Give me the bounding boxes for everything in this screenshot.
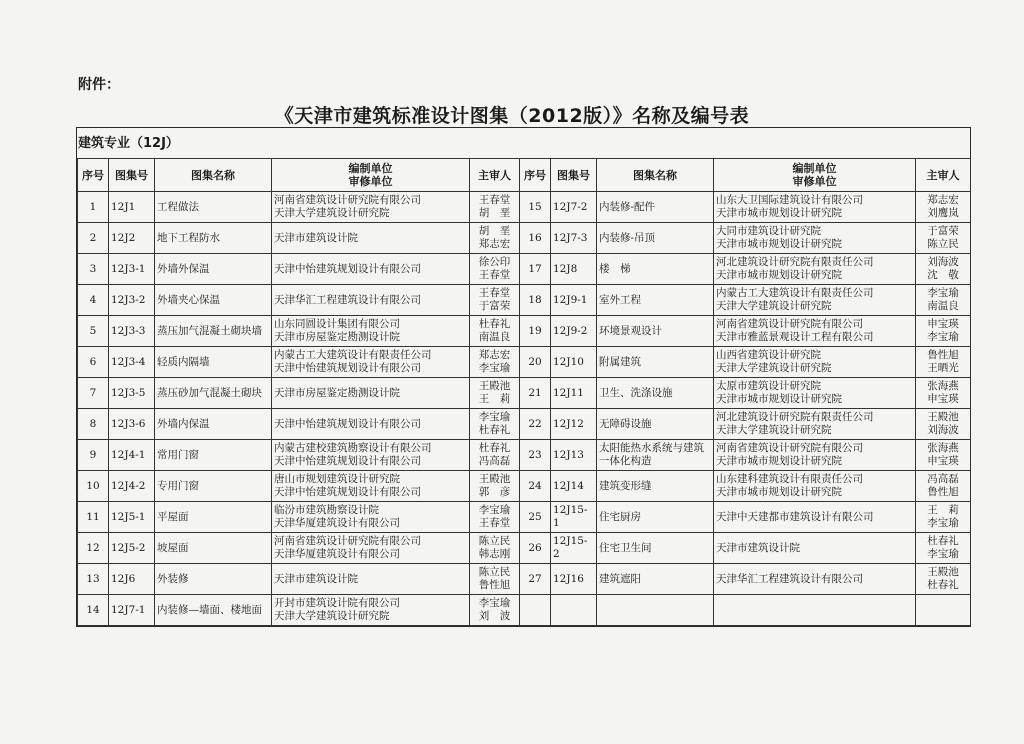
compiling-units <box>272 316 470 347</box>
atlas-code: 12J3-3 <box>109 316 155 347</box>
unit-name: 天津市房屋鉴定勘测设计院 <box>274 386 400 399</box>
reviewer-name: 刘海波 <box>927 424 959 436</box>
reviewer-name: 李宝瑜 <box>478 597 511 609</box>
table-row <box>78 347 971 378</box>
row-number: 17 <box>520 254 551 285</box>
compiling-units <box>714 192 916 223</box>
reviewer-name: 郑志宏 <box>478 238 511 250</box>
chief-reviewers <box>470 347 520 378</box>
atlas-name: 建筑变形缝 <box>597 471 714 502</box>
unit-name: 山西省建筑设计研究院 <box>716 349 821 361</box>
reviewer-name: 沈 敬 <box>927 269 959 281</box>
compiling-units <box>272 347 470 378</box>
header-unit-line2: 审修单位 <box>348 175 393 188</box>
header-no-right: 序号 <box>520 159 551 192</box>
atlas-name: 建筑遮阳 <box>597 564 714 595</box>
unit-name: 唐山市规划建筑设计研究院 <box>274 473 400 485</box>
atlas-code: 12J1 <box>109 192 155 223</box>
atlas-name: 环境景观设计 <box>597 316 714 347</box>
row-number: 10 <box>78 471 109 502</box>
chief-reviewers <box>916 409 971 440</box>
unit-name: 天津中怡建筑规划设计有限公司 <box>274 455 421 467</box>
header-reviewer: 主审人 <box>470 159 520 192</box>
atlas-name: 外装修 <box>155 564 272 595</box>
atlas-code: 12J14 <box>551 471 597 502</box>
reviewer-name: 张海燕 <box>927 442 959 454</box>
compiling-units <box>272 595 470 626</box>
reviewer-name: 王 莉 <box>478 393 511 405</box>
atlas-name: 室外工程 <box>597 285 714 316</box>
compiling-units <box>272 533 470 564</box>
compiling-units <box>714 378 916 409</box>
atlas-code: 12J8 <box>551 254 597 285</box>
reviewer-name: 王春堂 <box>478 269 511 281</box>
reviewer-name: 郑志宏 <box>478 349 511 361</box>
row-number: 8 <box>78 409 109 440</box>
unit-name: 河南省建筑设计研究院有限公司 <box>716 318 863 330</box>
atlas-code: 12J2 <box>109 223 155 254</box>
atlas-code: 12J3-2 <box>109 285 155 316</box>
compiling-units <box>714 223 916 254</box>
unit-name: 内蒙古工大建筑设计有限责任公司 <box>274 349 432 361</box>
compiling-units <box>714 316 916 347</box>
chief-reviewers <box>470 192 520 223</box>
atlas-code: 12J3-6 <box>109 409 155 440</box>
atlas-name: 平屋面 <box>155 502 272 533</box>
unit-name: 天津市城市规划设计研究院 <box>716 207 842 219</box>
compiling-units <box>272 409 470 440</box>
unit-name: 天津市城市规划设计研究院 <box>716 455 842 467</box>
unit-name: 天津大学建筑设计研究院 <box>716 424 832 436</box>
reviewer-name: 胡 垩 <box>478 207 511 219</box>
row-number: 26 <box>520 533 551 564</box>
reviewer-name: 于富荣 <box>478 300 511 312</box>
chief-reviewers <box>916 533 971 564</box>
compiling-units <box>714 254 916 285</box>
atlas-code: 12J9-1 <box>551 285 597 316</box>
reviewer-name: 申宝瑛 <box>927 318 959 330</box>
table-row <box>78 502 971 533</box>
reviewer-name: 王殿池 <box>478 473 511 485</box>
reviewer-name: 李宝瑜 <box>927 548 959 560</box>
atlas-code: 12J3-1 <box>109 254 155 285</box>
unit-name: 天津市城市规划设计研究院 <box>716 486 842 498</box>
table-row <box>78 409 971 440</box>
atlas-name: 外墙夹心保温 <box>155 285 272 316</box>
chief-reviewers <box>470 223 520 254</box>
unit-name: 天津大学建筑设计研究院 <box>716 300 832 312</box>
unit-name: 河南省建筑设计研究院有限公司 <box>274 194 421 206</box>
atlas-code: 12J3-5 <box>109 378 155 409</box>
table-row <box>78 223 971 254</box>
reviewer-name: 李宝瑜 <box>927 331 959 343</box>
row-number: 14 <box>78 595 109 626</box>
header-no: 序号 <box>78 159 109 192</box>
document-title: 《天津市建筑标准设计图集（2012版）》名称及编号表 <box>274 105 750 127</box>
reviewer-name: 申宝瑛 <box>927 455 959 467</box>
unit-name: 天津中怡建筑规划设计有限公司 <box>274 486 421 498</box>
atlas-code: 12J11 <box>551 378 597 409</box>
unit-name: 内蒙古建校建筑勘察设计有限公司 <box>274 442 432 454</box>
reviewer-name: 刘海波 <box>927 256 959 268</box>
header-name: 图集名称 <box>155 159 272 192</box>
compiling-units <box>272 192 470 223</box>
unit-name: 天津华厦建筑设计有限公司 <box>274 517 400 529</box>
compiling-units <box>714 564 916 595</box>
row-number: 19 <box>520 316 551 347</box>
atlas-name: 工程做法 <box>155 192 272 223</box>
unit-name: 临汾市建筑勘察设计院 <box>274 504 379 516</box>
unit-name: 天津市城市规划设计研究院 <box>716 393 842 405</box>
compiling-units <box>714 347 916 378</box>
atlas-name: 太阳能热水系统与建筑一体化构造 <box>597 440 714 471</box>
atlas-code: 12J9-2 <box>551 316 597 347</box>
atlas-name: 坡屋面 <box>155 533 272 564</box>
unit-name: 天津中怡建筑规划设计有限公司 <box>274 417 421 430</box>
atlas-name: 楼 梯 <box>597 254 714 285</box>
compiling-units <box>272 378 470 409</box>
reviewer-name: 王春堂 <box>478 194 511 206</box>
reviewer-name: 王晒光 <box>927 362 959 374</box>
row-number: 1 <box>78 192 109 223</box>
unit-name: 天津大学建筑设计研究院 <box>716 362 832 374</box>
row-number: 15 <box>520 192 551 223</box>
reviewer-name: 鲁性旭 <box>927 349 959 361</box>
chief-reviewers <box>470 502 520 533</box>
reviewer-name: 陈立民 <box>478 535 511 547</box>
atlas-code: 12J15-2 <box>551 533 597 564</box>
chief-reviewers <box>470 316 520 347</box>
section-heading: 建筑专业（12J） <box>78 136 179 151</box>
reviewer-name: 杜春礼 <box>927 535 959 547</box>
atlas-code: 12J13 <box>551 440 597 471</box>
reviewer-name: 南温良 <box>478 331 511 343</box>
table-row <box>78 533 971 564</box>
row-number: 22 <box>520 409 551 440</box>
reviewer-name: 鲁性旭 <box>927 486 959 498</box>
compiling-units <box>714 533 916 564</box>
header-unit-line1: 编制单位 <box>348 162 393 175</box>
unit-name: 天津市建筑设计院 <box>274 231 358 244</box>
row-number: 7 <box>78 378 109 409</box>
row-number: 23 <box>520 440 551 471</box>
atlas-code: 12J7-2 <box>551 192 597 223</box>
chief-reviewers <box>916 223 971 254</box>
atlas-name: 附属建筑 <box>597 347 714 378</box>
atlas-code: 12J7-1 <box>109 595 155 626</box>
unit-name: 天津中怡建筑规划设计有限公司 <box>274 262 421 275</box>
row-number: 13 <box>78 564 109 595</box>
unit-name: 山东同圆设计集团有限公司 <box>274 318 400 330</box>
reviewer-name: 徐公印 <box>478 256 511 268</box>
row-number: 24 <box>520 471 551 502</box>
compiling-units <box>714 595 916 626</box>
row-number: 5 <box>78 316 109 347</box>
reviewer-name: 王殿池 <box>927 411 959 423</box>
reviewer-name: 王春堂 <box>478 517 511 529</box>
attachment-label: 附件： <box>78 77 120 93</box>
reviewer-name: 于富荣 <box>927 225 959 237</box>
header-unit-line2-right: 审修单位 <box>792 175 837 188</box>
row-number: 20 <box>520 347 551 378</box>
atlas-name: 轻质内隔墙 <box>155 347 272 378</box>
reviewer-name: 陈立民 <box>927 238 959 250</box>
table-row <box>78 440 971 471</box>
compiling-units <box>272 254 470 285</box>
reviewer-name: 王殿池 <box>478 380 511 392</box>
atlas-code: 12J5-1 <box>109 502 155 533</box>
row-number: 18 <box>520 285 551 316</box>
table-header-row <box>78 159 971 192</box>
compiling-units <box>272 502 470 533</box>
reviewer-name: 冯高磊 <box>927 473 959 485</box>
unit-name: 开封市建筑设计院有限公司 <box>274 597 400 609</box>
unit-name: 天津中怡建筑规划设计有限公司 <box>274 362 421 374</box>
chief-reviewers <box>470 595 520 626</box>
row-number: 9 <box>78 440 109 471</box>
atlas-name: 住宅卫生间 <box>597 533 714 564</box>
header-name-right: 图集名称 <box>597 159 714 192</box>
unit-name: 河南省建筑设计研究院有限公司 <box>716 442 863 454</box>
chief-reviewers <box>470 471 520 502</box>
chief-reviewers <box>916 595 971 626</box>
atlas-code: 12J4-1 <box>109 440 155 471</box>
row-number: 2 <box>78 223 109 254</box>
atlas-name: 蒸压加气混凝土砌块墙 <box>155 316 272 347</box>
atlas-name: 卫生、洗涤设施 <box>597 378 714 409</box>
reviewer-name: 杜春礼 <box>478 318 511 330</box>
compiling-units <box>272 223 470 254</box>
row-number: 25 <box>520 502 551 533</box>
table-row <box>78 192 971 223</box>
chief-reviewers <box>916 192 971 223</box>
header-code: 图集号 <box>109 159 155 192</box>
reviewer-name: 刘鹰岚 <box>927 207 959 219</box>
atlas-name: 内装修—墙面、楼地面 <box>155 595 272 626</box>
row-number: 11 <box>78 502 109 533</box>
header-unit-line1-right: 编制单位 <box>792 162 837 175</box>
compiling-units <box>272 440 470 471</box>
chief-reviewers <box>470 285 520 316</box>
header-unit <box>272 159 470 192</box>
atlas-name: 无障碍设施 <box>597 409 714 440</box>
row-number: 4 <box>78 285 109 316</box>
atlas-code <box>551 595 597 626</box>
chief-reviewers <box>470 564 520 595</box>
reviewer-name: 李宝瑜 <box>478 504 511 516</box>
reviewer-name: 胡 垩 <box>478 225 511 237</box>
table-row <box>78 378 971 409</box>
atlas-name: 专用门窗 <box>155 471 272 502</box>
unit-name: 天津市城市规划设计研究院 <box>716 269 842 281</box>
compiling-units <box>272 471 470 502</box>
chief-reviewers <box>916 254 971 285</box>
compiling-units <box>714 502 916 533</box>
unit-name: 天津市雅蓝景观设计工程有限公司 <box>716 331 874 343</box>
unit-name: 山东建科建筑设计有限责任公司 <box>716 473 863 485</box>
unit-name: 天津中天建都市建筑设计有限公司 <box>716 510 874 523</box>
row-number <box>520 595 551 626</box>
chief-reviewers <box>470 533 520 564</box>
reviewer-name: 韩志刚 <box>478 548 511 560</box>
reviewer-name: 李宝瑜 <box>478 411 511 423</box>
atlas-code: 12J16 <box>551 564 597 595</box>
row-number: 6 <box>78 347 109 378</box>
table-row <box>78 316 971 347</box>
unit-name: 天津市城市规划设计研究院 <box>716 238 842 250</box>
atlas-name <box>597 595 714 626</box>
row-number: 16 <box>520 223 551 254</box>
unit-name: 天津市建筑设计院 <box>716 541 800 554</box>
compiling-units <box>714 285 916 316</box>
reviewer-name: 王殿池 <box>927 566 959 578</box>
atlas-name: 常用门窗 <box>155 440 272 471</box>
unit-name: 太原市建筑设计研究院 <box>716 380 821 392</box>
unit-name: 大同市建筑设计研究院 <box>716 225 821 237</box>
catalog-table <box>77 158 971 626</box>
unit-name: 天津华厦建筑设计有限公司 <box>274 548 400 560</box>
reviewer-name: 刘 波 <box>478 610 511 622</box>
table-row <box>78 471 971 502</box>
atlas-code: 12J6 <box>109 564 155 595</box>
reviewer-name: 李宝瑜 <box>927 517 959 529</box>
atlas-name: 蒸压砂加气混凝土砌块 <box>155 378 272 409</box>
compiling-units <box>714 471 916 502</box>
table-row <box>78 285 971 316</box>
chief-reviewers <box>916 502 971 533</box>
compiling-units <box>714 440 916 471</box>
reviewer-name: 张海燕 <box>927 380 959 392</box>
atlas-code: 12J4-2 <box>109 471 155 502</box>
atlas-name: 内装修-吊顶 <box>597 223 714 254</box>
row-number: 21 <box>520 378 551 409</box>
reviewer-name: 南温良 <box>927 300 959 312</box>
reviewer-name: 陈立民 <box>478 566 511 578</box>
reviewer-name: 鲁性旭 <box>478 579 511 591</box>
reviewer-name: 王春堂 <box>478 287 511 299</box>
header-unit-right <box>714 159 916 192</box>
reviewer-name: 王 莉 <box>927 504 959 516</box>
reviewer-name: 杜春礼 <box>478 442 511 454</box>
reviewer-name: 郑志宏 <box>927 194 959 206</box>
chief-reviewers <box>916 285 971 316</box>
header-code-right: 图集号 <box>551 159 597 192</box>
atlas-name: 内装修-配件 <box>597 192 714 223</box>
chief-reviewers <box>916 564 971 595</box>
atlas-name: 外墙外保温 <box>155 254 272 285</box>
atlas-name: 住宅厨房 <box>597 502 714 533</box>
chief-reviewers <box>470 254 520 285</box>
reviewer-name: 杜春礼 <box>927 579 959 591</box>
reviewer-name: 郭 彦 <box>478 486 511 498</box>
reviewer-name: 申宝瑛 <box>927 393 959 405</box>
reviewer-name: 李宝瑜 <box>478 362 511 374</box>
unit-name: 河北建筑设计研究院有限责任公司 <box>716 411 874 423</box>
row-number: 27 <box>520 564 551 595</box>
chief-reviewers <box>470 378 520 409</box>
atlas-code: 12J3-4 <box>109 347 155 378</box>
row-number: 3 <box>78 254 109 285</box>
reviewer-name: 李宝瑜 <box>927 287 959 299</box>
table-row <box>78 595 971 626</box>
chief-reviewers <box>916 347 971 378</box>
chief-reviewers <box>470 409 520 440</box>
reviewer-name: 冯高磊 <box>478 455 511 467</box>
unit-name: 天津市建筑设计院 <box>274 572 358 585</box>
atlas-name: 地下工程防水 <box>155 223 272 254</box>
compiling-units <box>714 409 916 440</box>
atlas-code: 12J5-2 <box>109 533 155 564</box>
chief-reviewers <box>916 378 971 409</box>
reviewer-name: 杜春礼 <box>478 424 511 436</box>
atlas-name: 外墙内保温 <box>155 409 272 440</box>
unit-name: 河南省建筑设计研究院有限公司 <box>274 535 421 547</box>
unit-name: 河北建筑设计研究院有限责任公司 <box>716 256 874 268</box>
chief-reviewers <box>916 316 971 347</box>
compiling-units <box>272 564 470 595</box>
unit-name: 山东大卫国际建筑设计有限公司 <box>716 194 863 206</box>
atlas-code: 12J15-1 <box>551 502 597 533</box>
unit-name: 天津大学建筑设计研究院 <box>274 610 390 622</box>
chief-reviewers <box>916 471 971 502</box>
atlas-code: 12J12 <box>551 409 597 440</box>
chief-reviewers <box>470 440 520 471</box>
atlas-code: 12J7-3 <box>551 223 597 254</box>
chief-reviewers <box>916 440 971 471</box>
atlas-code: 12J10 <box>551 347 597 378</box>
compiling-units <box>272 285 470 316</box>
table-row <box>78 254 971 285</box>
unit-name: 天津市房屋鉴定勘测设计院 <box>274 331 400 343</box>
unit-name: 天津华汇工程建筑设计有限公司 <box>274 293 421 306</box>
row-number: 12 <box>78 533 109 564</box>
unit-name: 内蒙古工大建筑设计有限责任公司 <box>716 287 874 299</box>
unit-name: 天津大学建筑设计研究院 <box>274 207 390 219</box>
unit-name: 天津华汇工程建筑设计有限公司 <box>716 572 863 585</box>
header-reviewer-right: 主审人 <box>916 159 971 192</box>
table-row <box>78 564 971 595</box>
